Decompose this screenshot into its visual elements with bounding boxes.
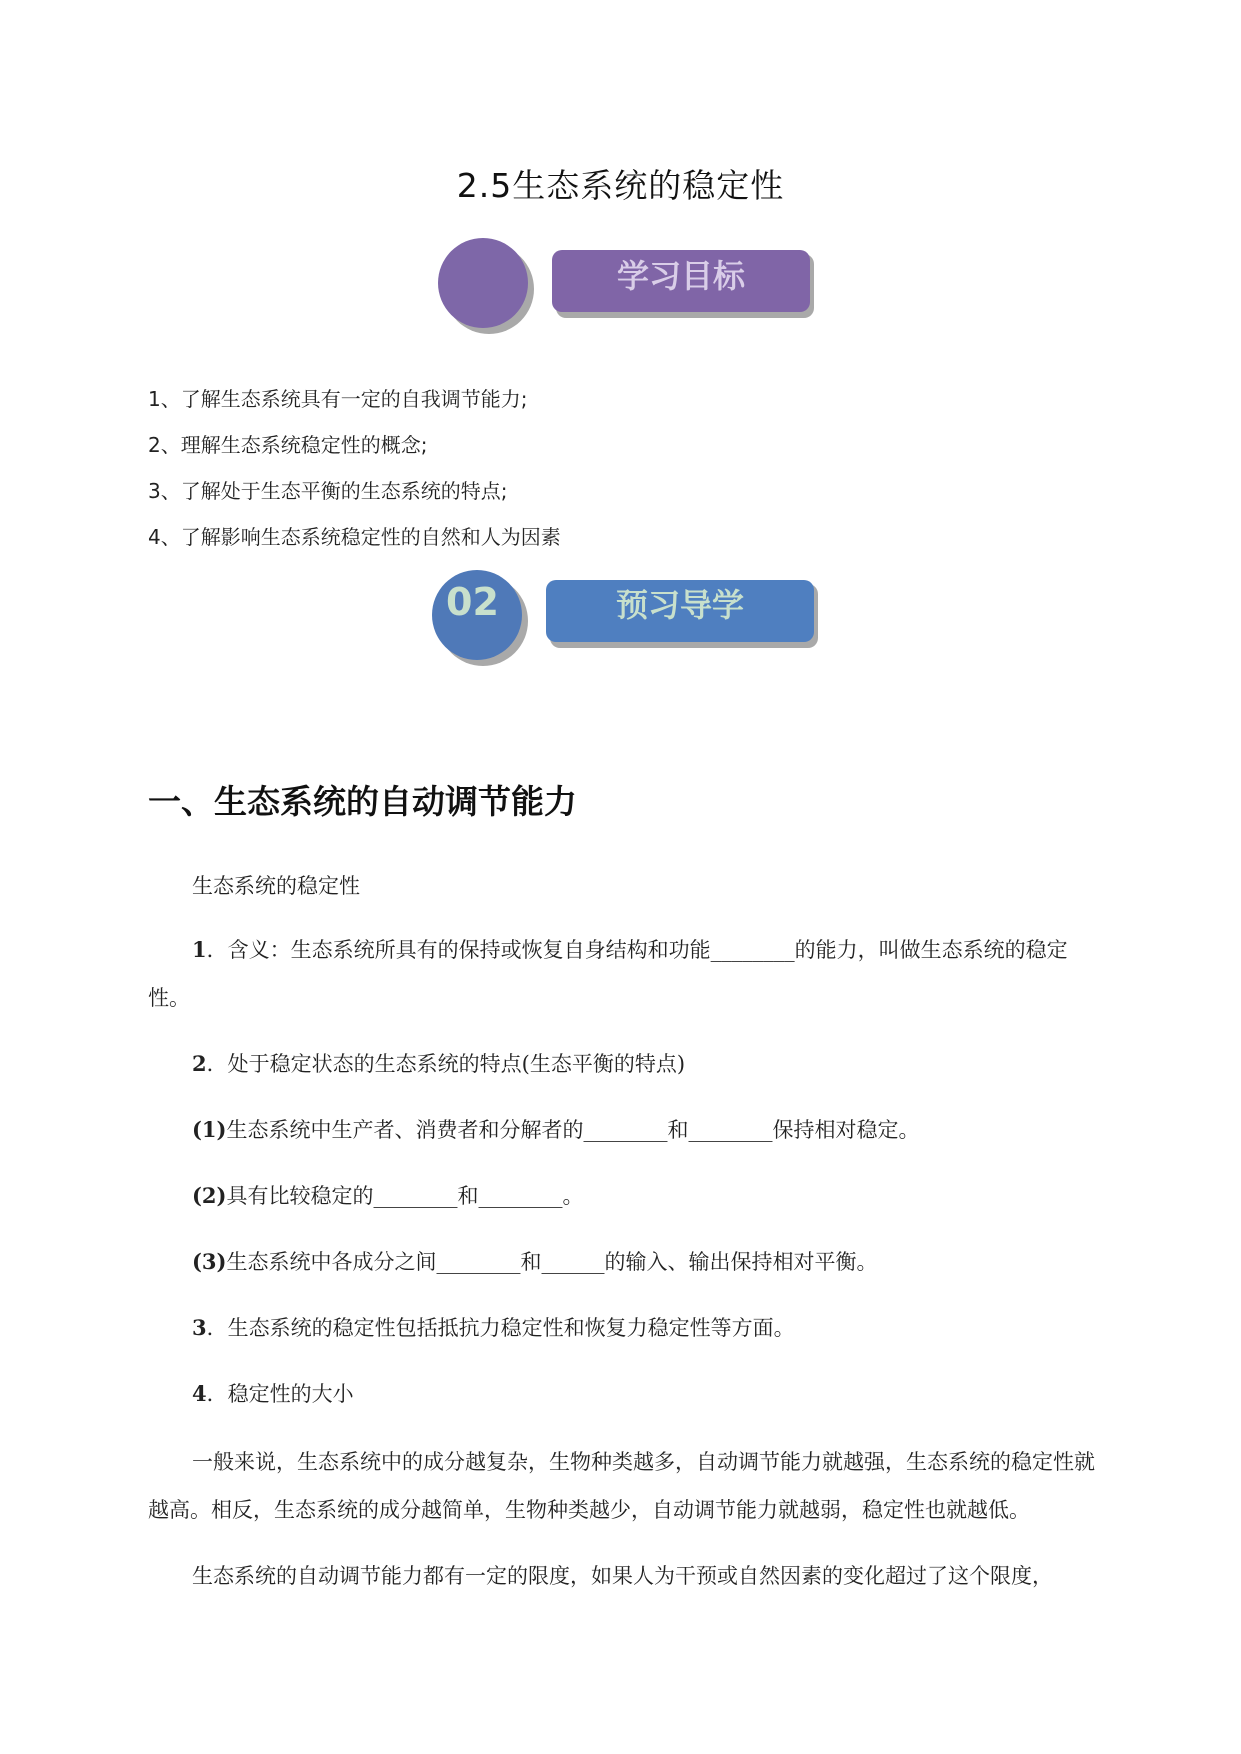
banner-label: 预习导学 xyxy=(546,580,814,642)
paragraph-aspects xyxy=(148,1304,1098,1352)
item-number: (2) xyxy=(192,1183,227,1208)
objective-item: 1、了解生态系统具有一定的自我调节能力; xyxy=(148,387,528,411)
item-number: (3) xyxy=(192,1249,227,1274)
subheading: 生态系统的稳定性 xyxy=(192,874,360,898)
item-text: 生态系统中生产者、消费者和分解者的________和________保持相对稳定。 xyxy=(226,1118,920,1142)
banner-label: 学习目标 xyxy=(552,250,810,312)
paragraph-general: 一般来说，生态系统中的成分越复杂，生物种类越多，自动调节能力就越强，生态系统的稳定性就越高。相反，生态系统的成分越简单，生物种类越少，自动调节能力就越弱，稳定性也就越低。 xyxy=(148,1450,1095,1522)
paragraph-features xyxy=(148,1040,1098,1088)
item-number: (1) xyxy=(192,1117,227,1142)
page-title: 2.5生态系统的稳定性 xyxy=(456,166,785,205)
item-text: ．含义：生态系统所具有的保持或恢复自身结构和功能________的能力，叫做生态系统的稳定性。 xyxy=(148,938,1068,1010)
item-number: 3 xyxy=(192,1315,207,1340)
item-text: ．稳定性的大小 xyxy=(206,1382,354,1406)
banner-badge-number: 02 xyxy=(446,580,499,624)
section-heading: 一、生态系统的自动调节能力 xyxy=(148,782,577,821)
item-text: ．生态系统的稳定性包括抵抗力稳定性和恢复力稳定性等方面。 xyxy=(206,1316,795,1340)
item-text: ．处于稳定状态的生态系统的特点(生态平衡的特点) xyxy=(206,1052,686,1076)
paragraph-limit: 生态系统的自动调节能力都有一定的限度，如果人为干预或自然因素的变化超过了这个限度， xyxy=(192,1564,1053,1588)
paragraph-magnitude xyxy=(148,1370,1098,1418)
item-number: 1 xyxy=(192,937,207,962)
objective-item: 4、了解影响生态系统稳定性的自然和人为因素 xyxy=(148,525,561,549)
paragraph-feature-2 xyxy=(148,1172,1098,1220)
objective-item: 3、了解处于生态平衡的生态系统的特点; xyxy=(148,479,508,503)
item-number: 4 xyxy=(192,1381,207,1406)
item-text: 生态系统中各成分之间________和______的输入、输出保持相对平衡。 xyxy=(226,1250,878,1274)
paragraph-definition xyxy=(148,926,1098,1022)
objectives-list xyxy=(148,376,561,560)
paragraph-feature-1 xyxy=(148,1106,1098,1154)
preview-guide-banner xyxy=(432,570,822,670)
learning-objectives-banner xyxy=(438,238,818,338)
paragraph-feature-3 xyxy=(148,1238,1098,1286)
banner-circle xyxy=(438,238,528,328)
item-number: 2 xyxy=(192,1051,207,1076)
item-text: 具有比较稳定的________和________。 xyxy=(226,1184,584,1208)
objective-item: 2、理解生态系统稳定性的概念; xyxy=(148,433,428,457)
